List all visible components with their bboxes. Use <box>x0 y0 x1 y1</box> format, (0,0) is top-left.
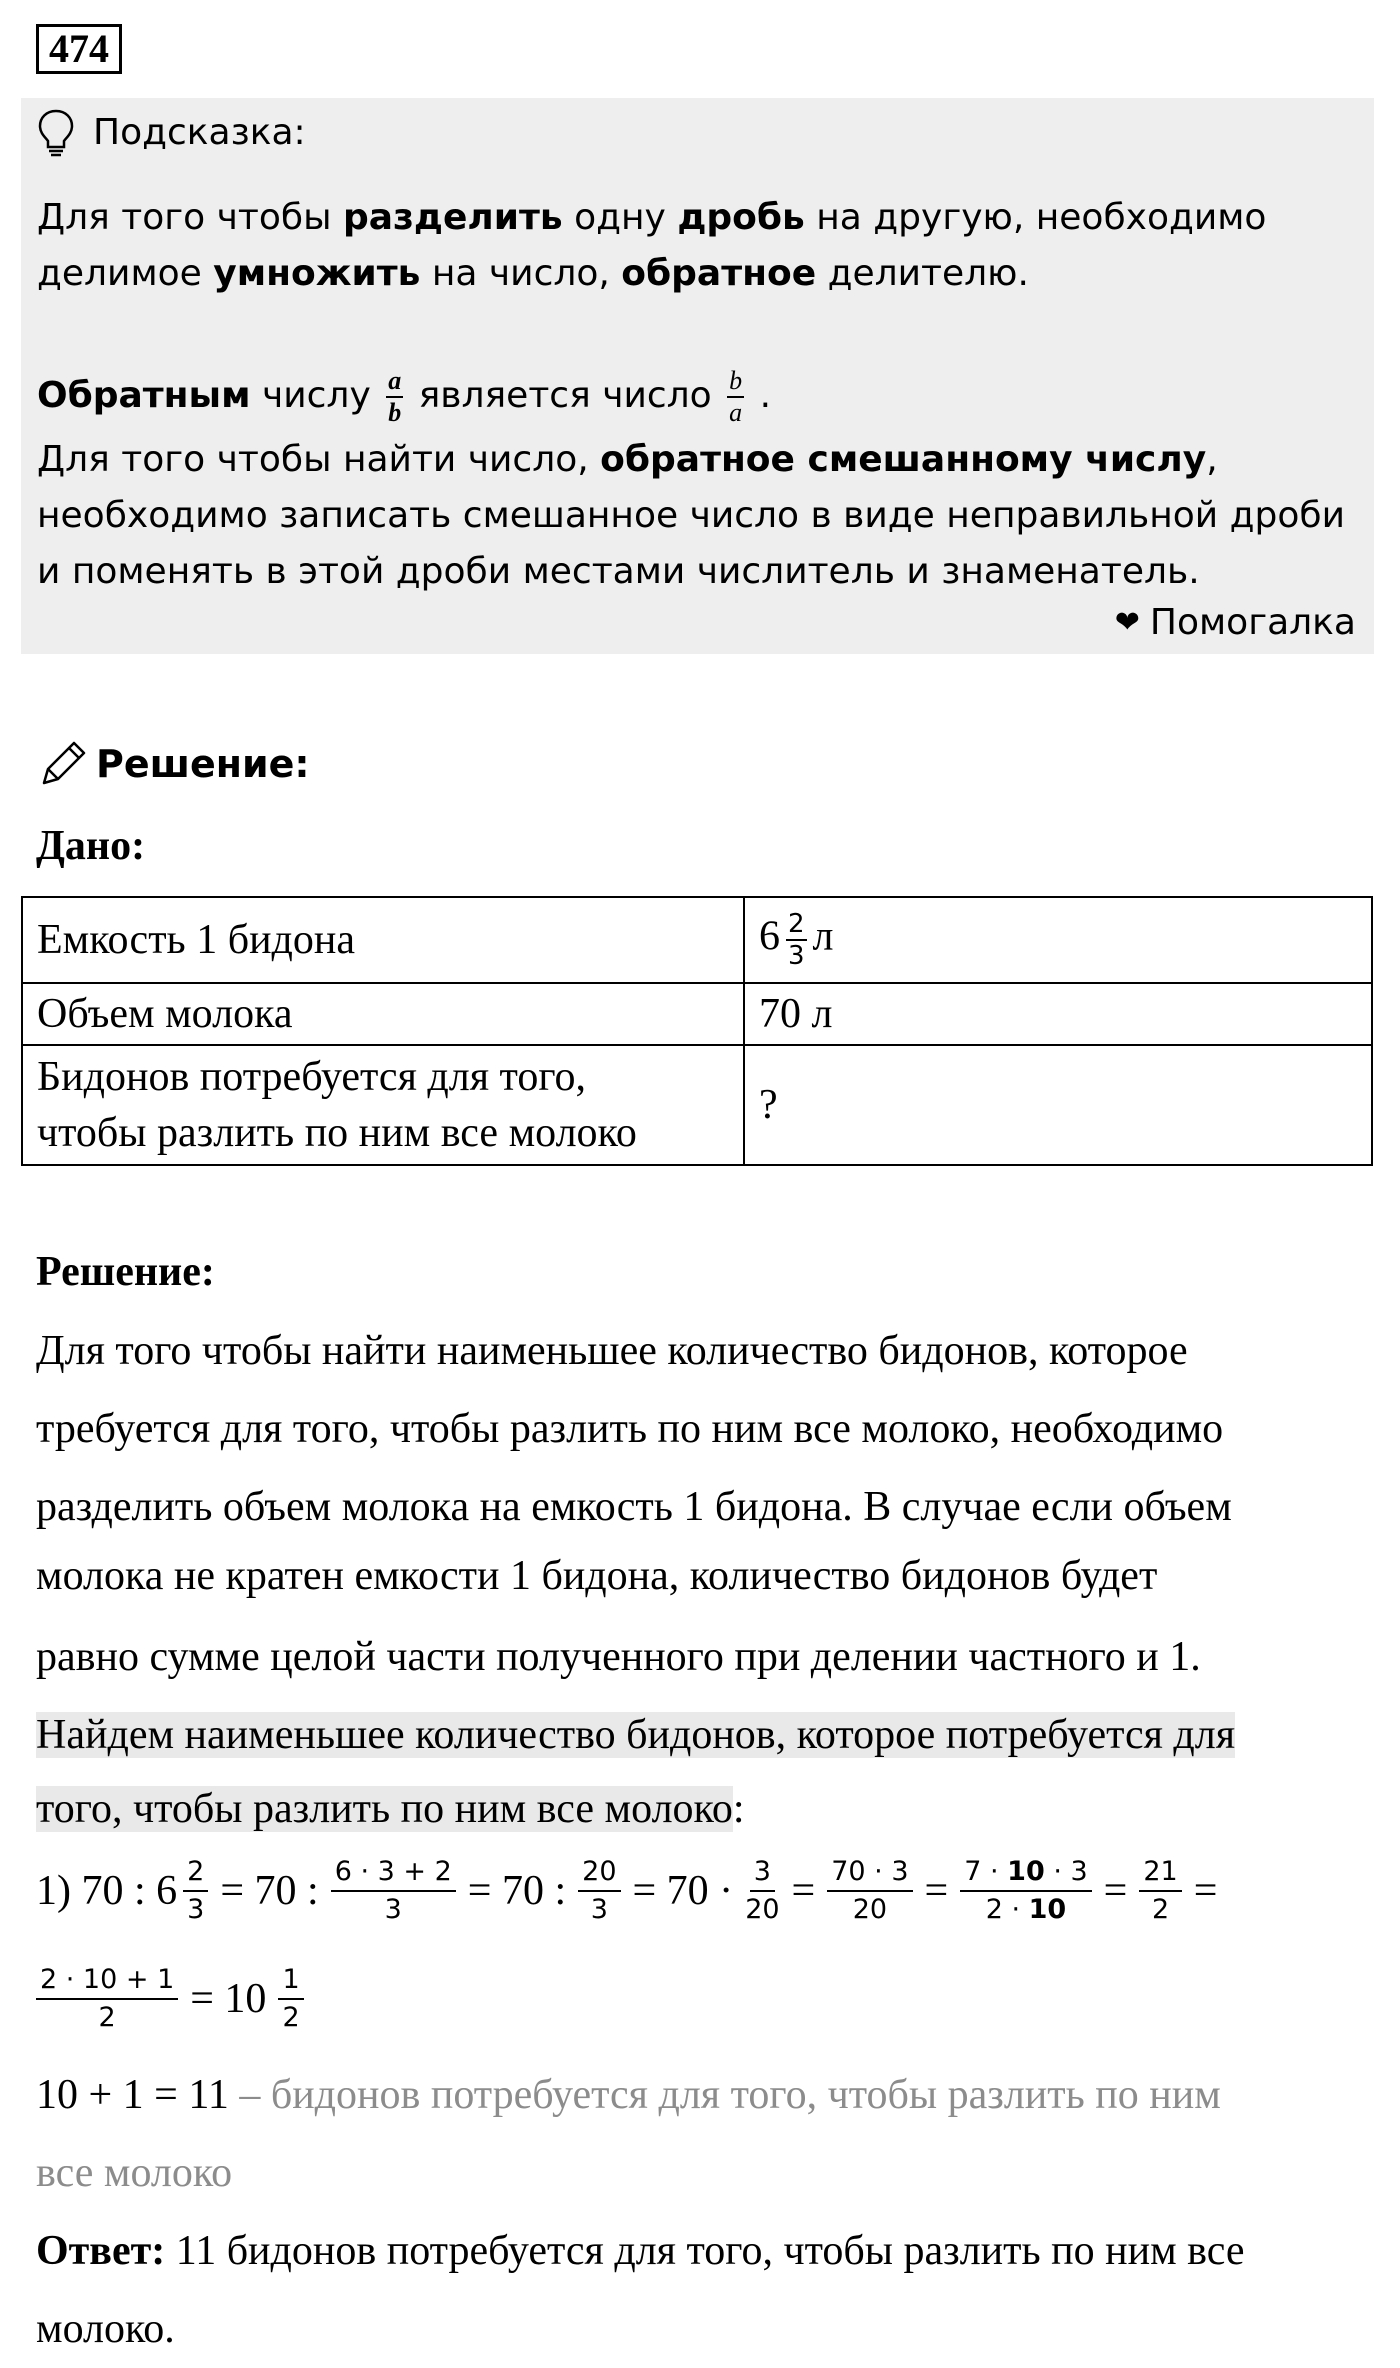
task-number: 474 <box>36 24 122 74</box>
text: 7 · <box>964 1856 1008 1887</box>
text: · 3 <box>1044 1856 1088 1887</box>
hint-line-2 <box>37 246 1029 302</box>
denominator: 3 <box>788 941 805 971</box>
paragraph-line: требуется для того, чтобы разлить по ним все молоко, необходимо <box>36 1406 1224 1452</box>
text: на число, <box>420 253 622 294</box>
bold-text: обратное <box>621 253 817 294</box>
fraction <box>36 1962 178 2036</box>
fraction <box>960 1854 1091 1928</box>
cell-line: Бидонов потребуется для того, <box>37 1054 587 1100</box>
paragraph-line <box>36 1696 1366 1770</box>
table-cell <box>744 897 1372 983</box>
denominator: 3 <box>187 1894 205 1925</box>
solution-paragraph <box>36 1312 1366 1848</box>
text: = 70 · <box>632 1868 734 1914</box>
bold-text: обратное смешанному числу <box>600 439 1207 480</box>
denominator: 2 <box>98 2002 116 2033</box>
fraction <box>331 1854 456 1928</box>
text: . <box>748 375 772 416</box>
text: на другую, необходимо <box>804 197 1267 238</box>
cell-line: чтобы разлить по ним все молоко <box>37 1110 637 1156</box>
text: , <box>1206 439 1218 480</box>
numerator <box>960 1854 1091 1892</box>
text: = 70 : <box>220 1868 319 1914</box>
text: числу <box>250 375 383 416</box>
numerator: 3 <box>750 1854 775 1892</box>
denominator: 3 <box>590 1894 608 1925</box>
fraction <box>578 1854 620 1928</box>
table-cell: ? <box>744 1045 1372 1165</box>
gray-text: – бидонов потребуется для того, чтобы разлить по ним <box>228 2072 1221 2118</box>
solution-title: Решение: <box>36 1249 215 1295</box>
fraction <box>183 1854 208 1928</box>
table-row <box>22 1045 1372 1165</box>
paragraph-line <box>36 1770 1366 1848</box>
given-table <box>21 896 1373 1166</box>
text: одну <box>562 197 678 238</box>
result-paragraph <box>36 2056 1366 2368</box>
text: = <box>1103 1868 1128 1914</box>
numerator: 2 <box>788 909 805 939</box>
fraction <box>745 1854 779 1928</box>
text: Для того чтобы найти число, <box>37 439 601 480</box>
numerator: 20 <box>578 1854 620 1892</box>
fraction <box>278 1962 303 2036</box>
text: 1) 70 : 6 <box>36 1868 178 1914</box>
table-row <box>22 983 1372 1045</box>
paragraph-line: равно сумме целой части полученного при делении частного и 1. <box>36 1634 1201 1680</box>
fraction <box>786 909 807 971</box>
bold-text: умножить <box>213 253 421 294</box>
paragraph-line: Для того чтобы найти наименьшее количество бидонов, которое <box>36 1328 1188 1374</box>
hint-line-6: и поменять в этой дроби местами числитель и знаменатель. <box>37 551 1200 592</box>
text: делимое <box>37 253 214 294</box>
given-title: Дано: <box>36 823 146 869</box>
pencil-icon <box>36 737 90 791</box>
denominator: 20 <box>852 1894 888 1925</box>
denominator: 3 <box>384 1894 402 1925</box>
text: = 10 <box>190 1976 267 2022</box>
equation-line-2 <box>36 1954 310 2044</box>
brand-text: Помогалка <box>1149 602 1356 643</box>
table-cell: 70 л <box>744 983 1372 1045</box>
hint-line-5: необходимо записать смешанное число в виде неправильной дроби <box>37 495 1346 536</box>
denominator: a <box>729 398 743 427</box>
hint-line-3 <box>37 360 771 432</box>
numerator: 2 <box>183 1854 208 1892</box>
paragraph-line <box>36 2056 1366 2134</box>
denominator: b <box>388 398 402 427</box>
answer-label: Ответ: <box>36 2228 166 2274</box>
table-cell <box>22 1045 744 1165</box>
text: Для того чтобы <box>37 197 343 238</box>
unit: л <box>812 913 834 960</box>
text: является число <box>407 375 724 416</box>
table-row <box>22 897 1372 983</box>
numerator: 70 · 3 <box>827 1854 912 1892</box>
text: 2 · <box>985 1894 1029 1925</box>
hint-line-4 <box>37 432 1218 488</box>
hint-line-1 <box>37 190 1266 246</box>
text: : <box>732 1786 745 1832</box>
equation-line-1 <box>36 1846 1223 1936</box>
paragraph-line: молока не кратен емкости 1 бидона, количество бидонов будет <box>36 1553 1158 1599</box>
highlighted-text: Найдем наименьшее количество бидонов, которое потребуется для <box>36 1712 1236 1758</box>
result-expression: 10 + 1 = 11 <box>36 2072 229 2118</box>
fraction <box>827 1854 912 1928</box>
highlighted-text: того, чтобы разлить по ним все молоко <box>36 1786 733 1832</box>
hint-title-text: Подсказка: <box>93 112 306 153</box>
bold-text: Обратным <box>37 375 251 416</box>
answer-text: 11 бидонов потребуется для того, чтобы разлить по ним все <box>165 2228 1245 2274</box>
text: = <box>924 1868 949 1914</box>
bold-text: 10 <box>1007 1856 1045 1887</box>
fraction <box>1139 1854 1181 1928</box>
bold-text: 10 <box>1028 1894 1067 1925</box>
numerator: b <box>727 366 744 398</box>
numerator: 6 · 3 + 2 <box>331 1854 456 1892</box>
table-cell: Объем молока <box>22 983 744 1045</box>
denominator: 20 <box>745 1894 780 1925</box>
numerator: 1 <box>278 1962 303 2000</box>
denominator: 2 <box>282 2002 300 2033</box>
numerator: a <box>386 366 403 398</box>
brand-label <box>1115 598 1356 648</box>
paragraph-line: разделить объем молока на емкость 1 бидона. В случае если объем <box>36 1484 1232 1530</box>
fraction-b-over-a <box>727 366 744 428</box>
lightbulb-icon <box>37 108 75 158</box>
whole-part: 6 <box>759 913 780 960</box>
hint-box <box>21 98 1374 654</box>
bold-text: дробь <box>677 197 805 238</box>
denominator: 2 <box>1151 1894 1170 1925</box>
text: делителю. <box>816 253 1029 294</box>
bold-text: разделить <box>342 197 563 238</box>
paragraph-line: все молоко <box>36 2150 233 2196</box>
solution-heading <box>36 734 310 794</box>
hint-title <box>37 108 306 158</box>
text: = 70 : <box>467 1868 567 1914</box>
text: = <box>1193 1868 1218 1914</box>
table-cell: Емкость 1 бидона <box>22 897 744 983</box>
fraction-a-over-b <box>386 366 403 428</box>
paragraph-line: молоко. <box>36 2306 175 2352</box>
paragraph-line <box>36 2212 1366 2290</box>
text: = <box>791 1868 816 1914</box>
denominator <box>986 1892 1067 1928</box>
numerator: 2 · 10 + 1 <box>36 1962 178 2000</box>
numerator: 21 <box>1139 1854 1181 1892</box>
solution-heading-text: Решение: <box>96 742 310 786</box>
heart-icon: ❤ <box>1114 605 1140 640</box>
